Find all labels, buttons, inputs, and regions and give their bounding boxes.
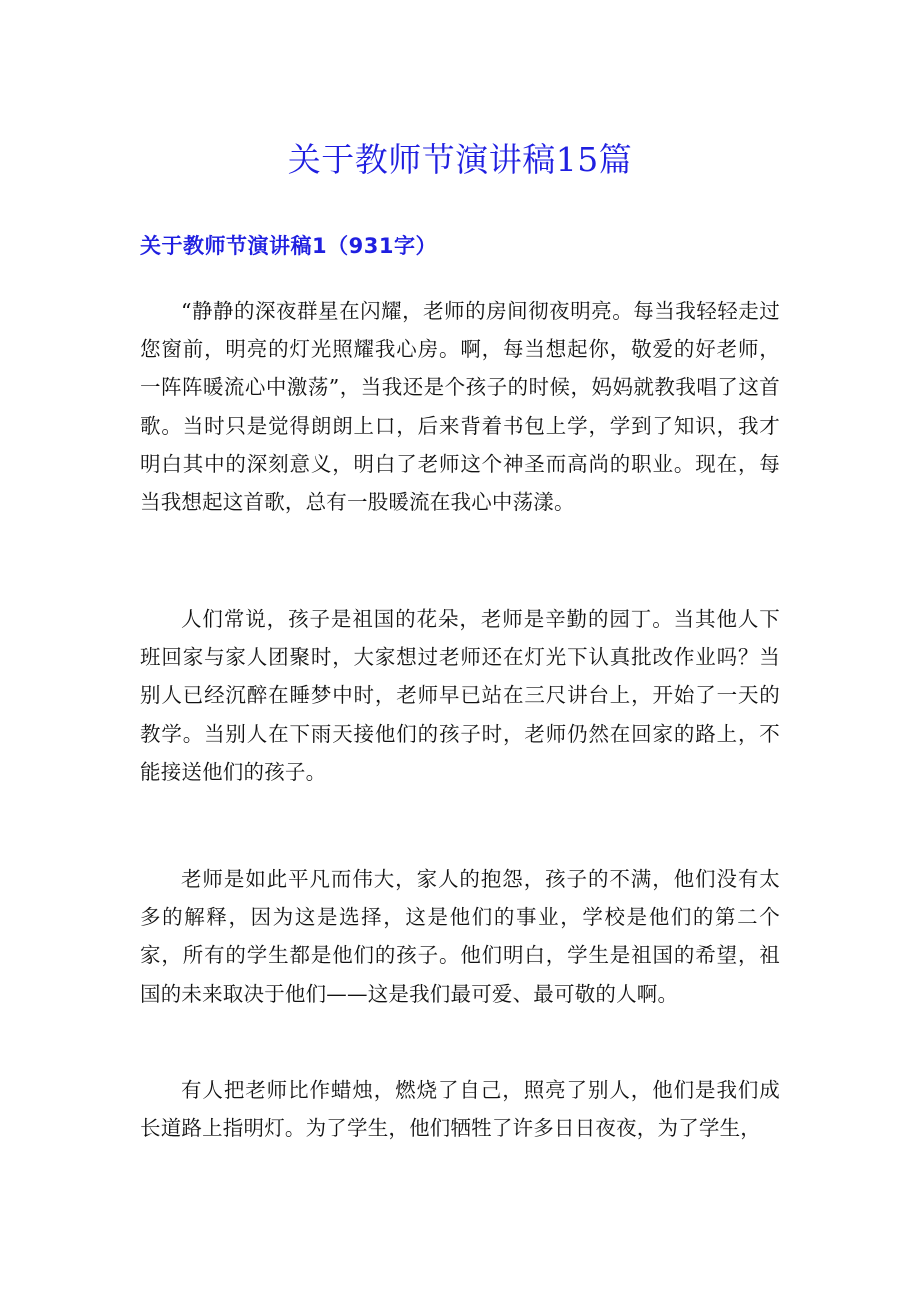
paragraph-2: 人们常说，孩子是祖国的花朵，老师是辛勤的园丁。当其他人下班回家与家人团聚时，大家想过老师还在灯光下认真批改作业吗？当别人已经沉醉在睡梦中时，老师早已站在三尺讲台上，开始了一天的教学。当别人在下雨天接他们的孩子时，老师仍然在回家的路上，不能接送他们的孩子。 [140,607,780,784]
paragraph-3: 老师是如此平凡而伟大，家人的抱怨，孩子的不满，他们没有太多的解释，因为这是选择，这是他们的事业，学校是他们的第二个家，所有的学生都是他们的孩子。他们明白，学生是祖国的希望，祖国的未来取决于他们——这是我们最可爱、最可敬的人啊。 [140,867,780,1006]
section-heading: 关于教师节演讲稿1（931字） [140,234,437,258]
paragraph-4: 有人把老师比作蜡烛，燃烧了自己，照亮了别人，他们是我们成长道路上指明灯。为了学生，他们牺牲了许多日日夜夜，为了学生， [140,1078,780,1141]
document-title: 关于教师节演讲稿15篇 [287,140,633,179]
paragraph-1: “静静的深夜群星在闪耀，老师的房间彻夜明亮。每当我轻轻走过您窗前，明亮的灯光照耀我心房。啊，每当想起你，敬爱的好老师，一阵阵暖流心中激荡”，当我还是个孩子的时候，妈妈就教我唱了这首歌。当时只是觉得朗朗上口，后来背着书包上学，学到了知识，我才明白其中的深刻意义，明白了老师这个神圣而高尚的职业。现在，每当我想起这首歌，总有一股暖流在我心中荡漾。 [140,299,780,515]
